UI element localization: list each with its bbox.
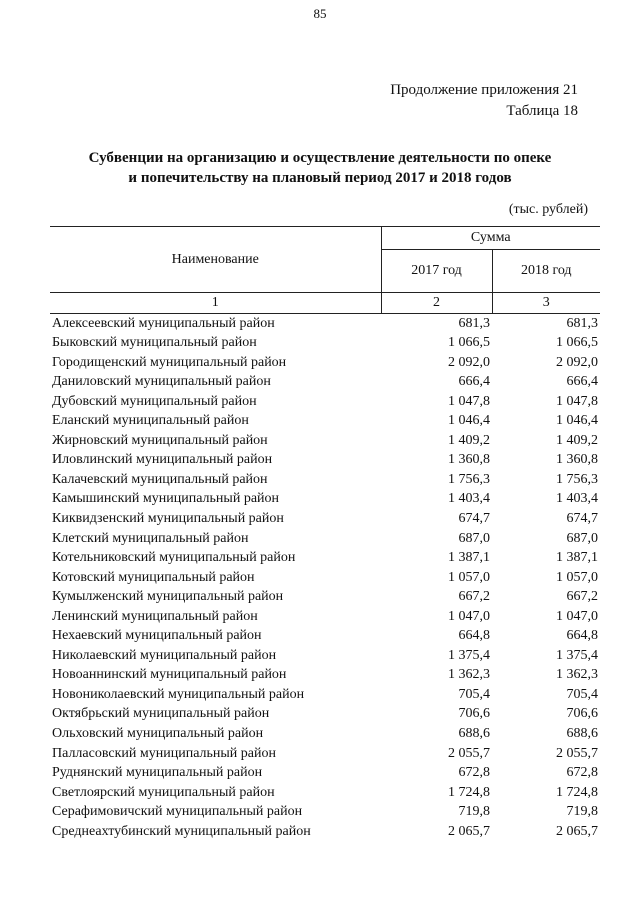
table-row <box>50 313 600 333</box>
value-2018: 2 055,7 <box>556 745 598 761</box>
value-2018: 1 403,4 <box>556 491 598 507</box>
value-2018: 666,4 <box>566 374 598 390</box>
value-2017: 687,0 <box>458 530 490 546</box>
value-2017: 672,8 <box>458 765 490 781</box>
value-2017: 1 066,5 <box>448 335 490 351</box>
annex-line: Продолжение приложения 21 <box>390 82 578 98</box>
district-name: Иловлинский муниципальный район <box>52 452 273 468</box>
district-name: Николаевский муниципальный район <box>52 647 277 663</box>
table-row <box>50 372 600 392</box>
page-number: 85 <box>313 6 327 21</box>
value-2017: 1 756,3 <box>448 471 490 487</box>
district-name: Клетский муниципальный район <box>52 530 249 546</box>
value-2017: 1 409,2 <box>448 432 490 448</box>
table-row <box>50 548 600 568</box>
units-note: (тыс. рублей) <box>508 202 588 217</box>
column-number-1: 1 <box>50 293 381 314</box>
table-row <box>50 431 600 451</box>
table-row <box>50 587 600 607</box>
document-title <box>40 148 600 188</box>
value-2017: 2 092,0 <box>448 354 490 370</box>
value-2017: 1 375,4 <box>448 647 490 663</box>
table-number: Таблица 18 <box>506 103 578 119</box>
value-2018: 1 362,3 <box>556 667 598 683</box>
annex-reference <box>390 80 578 122</box>
header-year-2018: 2018 год <box>492 250 600 293</box>
table-row <box>50 568 600 588</box>
value-2017: 1 724,8 <box>448 784 490 800</box>
value-2017: 719,8 <box>458 804 490 820</box>
value-2018: 1 047,0 <box>556 608 598 624</box>
value-2017: 674,7 <box>458 511 490 527</box>
table-row <box>50 607 600 627</box>
subvention-table <box>50 226 600 841</box>
district-name: Камышинский муниципальный район <box>52 491 280 507</box>
value-2018: 672,8 <box>566 765 598 781</box>
value-2018: 2 065,7 <box>556 823 598 839</box>
value-2018: 687,0 <box>566 530 598 546</box>
table-row <box>50 685 600 705</box>
value-2018: 1 756,3 <box>556 471 598 487</box>
header-sum: Сумма <box>381 227 600 250</box>
table-row <box>50 665 600 685</box>
table-row <box>50 333 600 353</box>
title-line-2: и попечительству на плановый период 2017 и 2018 годов <box>128 170 512 186</box>
district-name: Новоаннинский муниципальный район <box>52 667 287 683</box>
table-row <box>50 744 600 764</box>
district-name: Жирновский муниципальный район <box>52 432 268 448</box>
value-2018: 1 360,8 <box>556 452 598 468</box>
column-number-2: 2 <box>381 293 492 314</box>
district-name: Городищенский муниципальный район <box>52 354 287 370</box>
value-2017: 1 047,0 <box>448 608 490 624</box>
table-row <box>50 704 600 724</box>
value-2018: 1 066,5 <box>556 335 598 351</box>
table-row <box>50 529 600 549</box>
value-2017: 2 055,7 <box>448 745 490 761</box>
table-row <box>50 783 600 803</box>
district-name: Быковский муниципальный район <box>52 335 257 351</box>
table-row <box>50 489 600 509</box>
value-2018: 688,6 <box>566 726 598 742</box>
value-2018: 667,2 <box>566 589 598 605</box>
district-name: Даниловский муниципальный район <box>52 374 271 390</box>
value-2018: 706,6 <box>566 706 598 722</box>
table-body <box>50 313 600 841</box>
table-row <box>50 392 600 412</box>
district-name: Ольховский муниципальный район <box>52 726 264 742</box>
district-name: Ленинский муниципальный район <box>52 608 258 624</box>
value-2018: 1 724,8 <box>556 784 598 800</box>
district-name: Руднянский муниципальный район <box>52 765 263 781</box>
district-name: Серафимовичский муниципальный район <box>52 804 303 820</box>
table-row <box>50 470 600 490</box>
table-row <box>50 353 600 373</box>
district-name: Котельниковский муниципальный район <box>52 550 296 566</box>
district-name: Киквидзенский муниципальный район <box>52 511 284 527</box>
value-2018: 664,8 <box>566 628 598 644</box>
value-2017: 1 362,3 <box>448 667 490 683</box>
district-name: Дубовский муниципальный район <box>52 393 257 409</box>
value-2018: 1 046,4 <box>556 413 598 429</box>
value-2017: 1 047,8 <box>448 393 490 409</box>
district-name: Калачевский муниципальный район <box>52 471 268 487</box>
value-2017: 705,4 <box>458 686 490 702</box>
district-name: Среднеахтубинский муниципальный район <box>52 823 311 839</box>
table-row <box>50 450 600 470</box>
value-2017: 666,4 <box>458 374 490 390</box>
value-2017: 681,3 <box>458 315 490 331</box>
value-2018: 1 375,4 <box>556 647 598 663</box>
value-2017: 2 065,7 <box>448 823 490 839</box>
value-2018: 719,8 <box>566 804 598 820</box>
value-2017: 1 360,8 <box>448 452 490 468</box>
value-2018: 1 057,0 <box>556 569 598 585</box>
column-number-3: 3 <box>492 293 600 314</box>
district-name: Светлоярский муниципальный район <box>52 784 275 800</box>
value-2017: 667,2 <box>458 589 490 605</box>
district-name: Нехаевский муниципальный район <box>52 628 262 644</box>
table-row <box>50 822 600 842</box>
value-2017: 1 046,4 <box>448 413 490 429</box>
table-row <box>50 626 600 646</box>
table-row <box>50 763 600 783</box>
district-name: Котовский муниципальный район <box>52 569 255 585</box>
value-2018: 705,4 <box>566 686 598 702</box>
district-name: Новониколаевский муниципальный район <box>52 686 305 702</box>
value-2018: 1 047,8 <box>556 393 598 409</box>
district-name: Кумылженский муниципальный район <box>52 589 284 605</box>
value-2018: 674,7 <box>566 511 598 527</box>
district-name: Алексеевский муниципальный район <box>52 315 275 331</box>
header-name: Наименование <box>50 227 381 293</box>
value-2017: 688,6 <box>458 726 490 742</box>
value-2017: 706,6 <box>458 706 490 722</box>
district-name: Октябрьский муниципальный район <box>52 706 270 722</box>
value-2018: 681,3 <box>566 315 598 331</box>
value-2017: 1 387,1 <box>448 550 490 566</box>
table-row <box>50 724 600 744</box>
table-row <box>50 509 600 529</box>
value-2017: 664,8 <box>458 628 490 644</box>
value-2018: 1 409,2 <box>556 432 598 448</box>
title-line-1: Субвенции на организацию и осуществление деятельности по опеке <box>88 150 552 166</box>
table-row <box>50 411 600 431</box>
district-name: Палласовский муниципальный район <box>52 745 276 761</box>
value-2017: 1 057,0 <box>448 569 490 585</box>
value-2018: 1 387,1 <box>556 550 598 566</box>
value-2018: 2 092,0 <box>556 354 598 370</box>
value-2017: 1 403,4 <box>448 491 490 507</box>
table-row <box>50 646 600 666</box>
header-year-2017: 2017 год <box>381 250 492 293</box>
table-row <box>50 802 600 822</box>
district-name: Еланский муниципальный район <box>52 413 249 429</box>
